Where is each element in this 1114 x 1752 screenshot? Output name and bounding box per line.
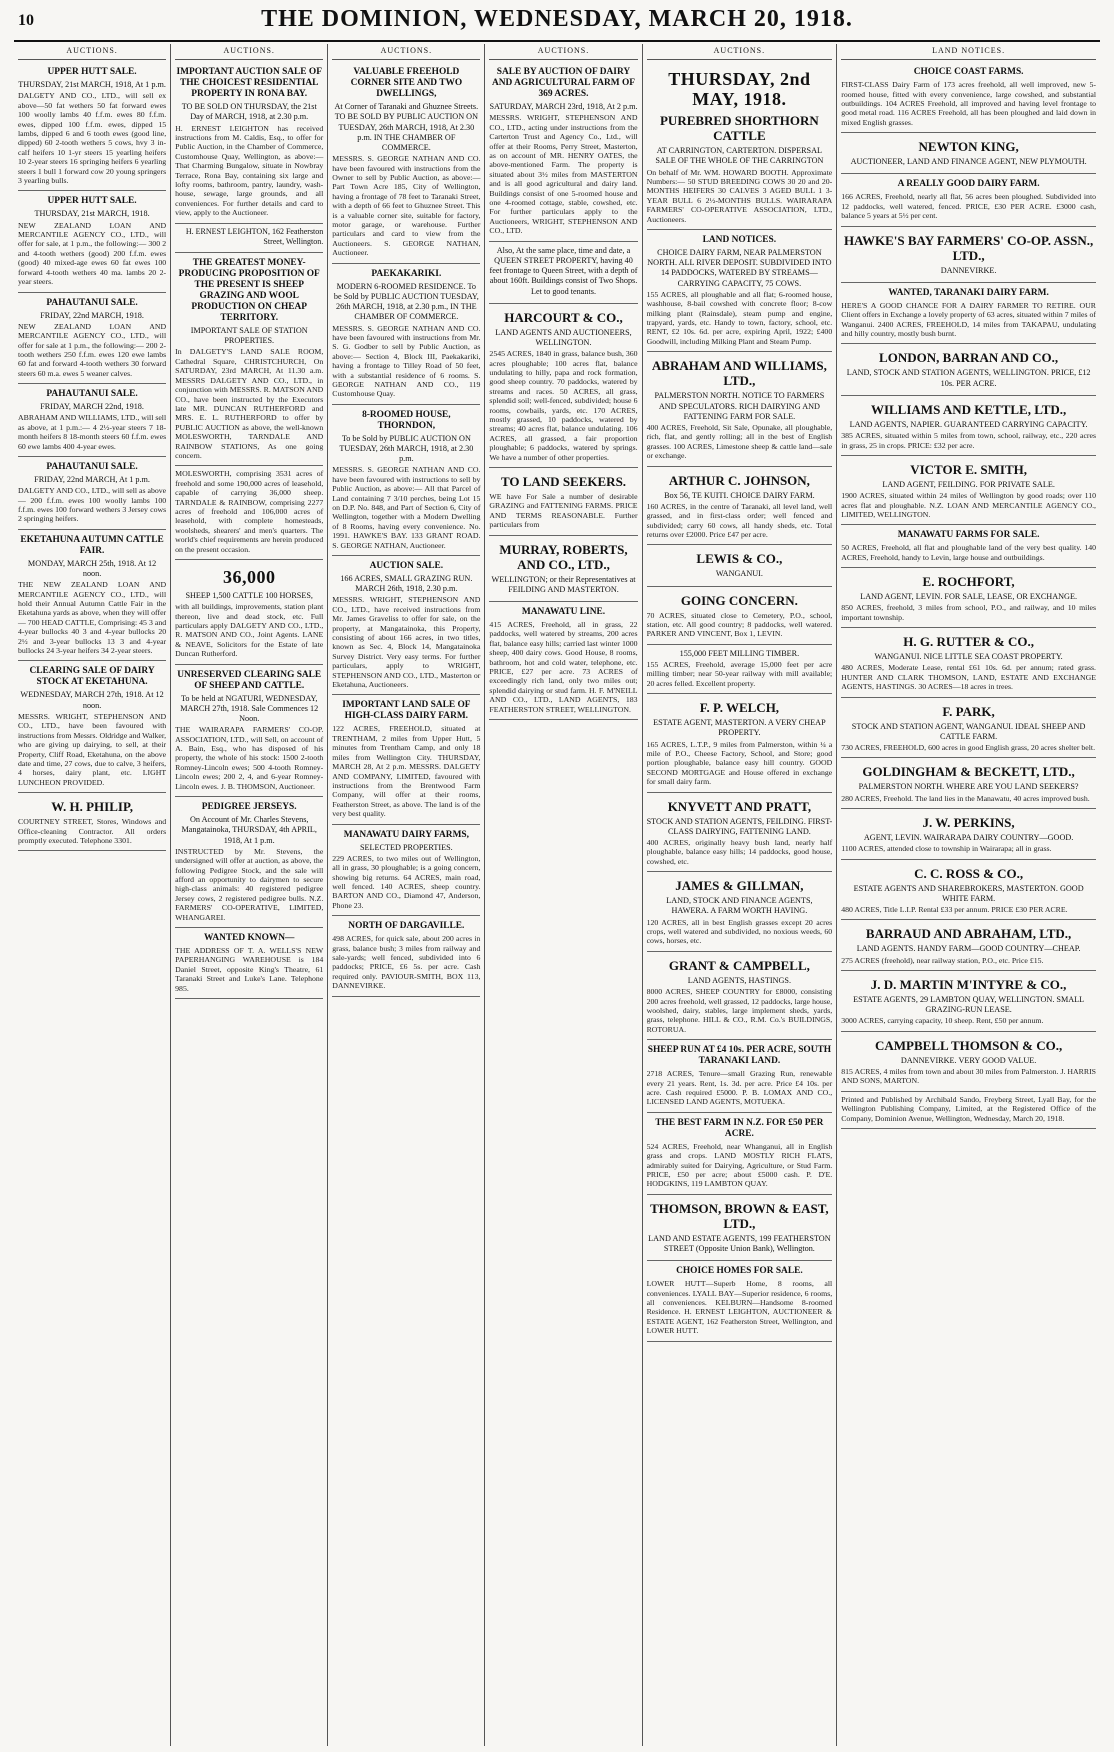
ad-body: 400 ACRES, Freehold, Sit Sale, Opunake, all ploughable, rich, flat, and gently rolling; all in the best of English grasses. 100 ACRES, Limestone sheep & cattle land—sale or exchange. — [646, 422, 833, 461]
ad-subheading: ESTATE AGENTS, 29 LAMBTON QUAY, WELLINGTON. SMALL GRAZING-RUN LEASE. — [853, 995, 1085, 1015]
ad-body: 280 ACRES, Freehold. The land lies in the Manawatu, 40 acres improved bush. — [841, 793, 1090, 803]
ad-heading: PAHAUTANUI SALE. — [46, 297, 138, 308]
ad-subheading: LAND AGENTS AND AUCTIONEERS, WELLINGTON. — [495, 327, 632, 347]
column-heading: AUCTIONS. — [18, 44, 166, 60]
column-4 — [485, 44, 642, 1746]
advertisement — [841, 920, 1096, 971]
ad-heading: LAND NOTICES. — [702, 235, 777, 246]
advertisement — [841, 1032, 1096, 1092]
ad-heading: PAHAUTANUI SALE. — [46, 461, 138, 472]
ad-subheading: MODERN 6-ROOMED RESIDENCE. To be Sold by PUBLIC AUCTION TUESDAY, 26th MARCH, 1918, at 2.30 p.m., IN THE CHAMBER OF COMMERCE. — [333, 281, 479, 322]
ad-body: NEW ZEALAND LOAN AND MERCANTILE AGENCY CO., LTD., will offer for sale at 1 p.m., the following:— 200 2-tooth wethers 250 f.f.m. ewes 120 ewe lambs 60 fat and forward 4-tooth wethers 30 forward steers 60 m.a. ewes 5 weaner calves. — [18, 321, 167, 378]
ad-advertiser-name: ABRAHAM AND WILLIAMS, LTD., — [651, 358, 827, 389]
ad-body: On behalf of Mr. WM. HOWARD BOOTH. Approximate Numbers:— 50 STUD BREEDING COWS 30 20 and 20-MONTHS HEIFERS 30 CALVES 3 AGED BULL 1 3-YEAR BULL 6 2½-MONTHS BULLS. WAIRARAPA FARMERS' CO-OPERATIVE ASSOCIATION, LTD., Auctioneers. — [646, 167, 833, 224]
ad-body: MESSRS. S. GEORGE NATHAN AND CO. have been favoured with instructions from the Owner to sell by Public Auction, as above:— Part Town Acre 185, City of Wellington, having a frontage of 78 feet to Taranaki Street, with a depth of 66 feet to Ghuznee Street. This is a valuable corner site, suitable for factory, motor garage, or warehouse. Further particulars and card to view from the Auctioneers. S. GEORGE NATHAN, Auctioneer. — [332, 154, 481, 258]
ad-body: 815 ACRES, 4 miles from town and about 30 miles from Palmerston. J. HARRIS AND SONS, MARTON. — [841, 1067, 1097, 1086]
ad-subheading: AUCTIONEER, LAND AND FINANCE AGENT, NEW PLYMOUTH. — [850, 157, 1087, 167]
advertisement — [18, 384, 166, 457]
ad-subheading: 155,000 FEET MILLING TIMBER. — [679, 648, 800, 658]
advertisement — [332, 62, 480, 263]
advertisement — [647, 952, 833, 1040]
ad-body: 2545 ACRES, 1840 in grass, balance bush, 360 acres ploughable; 100 acres flat, balance undulating to hilly, papa and rock formation, good sheep country. 70 paddocks, watered by streams and races. 50 ACRES, all grass, splendid soil; well-fenced, subdivided; house 6 rooms, cowbails, yards, etc. 170 ACRES, mostly grassed, 10 paddocks, watered by streams; 40 acres flat, balance undulating. 106 ACRES, all grassed, a fair proportion ploughable; 6 paddocks, watered by springs. We have a number of other properties. — [489, 349, 638, 462]
advertisement — [489, 468, 637, 536]
ad-subheading: FRIDAY, 22nd MARCH, At 1 p.m. — [34, 474, 150, 484]
column-heading: AUCTIONS. — [175, 44, 323, 60]
ad-body: 275 ACRES (freehold), near railway station, P.O., etc. Price £15. — [841, 955, 1044, 965]
advertisement — [332, 405, 480, 556]
ad-body: 730 ACRES, FREEHOLD, 600 acres in good English grass, 20 acres shelter belt. — [841, 742, 1096, 752]
advertisement — [647, 467, 833, 546]
ad-body: NEW ZEALAND LOAN AND MERCANTILE AGENCY CO., LTD., will offer for sale, at 1 p.m., the following:— 300 2 and 4-tooth wethers (good) 200 f.f.m. ewes (good) 40 mixed-age ewes 60 fat ewes 100 forward 4-tooth wethers 40 ma. lambs 20 2-year steers. — [18, 220, 167, 287]
advertisement — [647, 1113, 833, 1195]
ad-subheading: THURSDAY, 21st MARCH, 1918, At 1 p.m. — [18, 80, 166, 90]
ads-list — [647, 62, 833, 1341]
ad-subheading: WANGANUI. NICE LITTLE SEA COAST PROPERTY. — [874, 652, 1063, 662]
ad-subheading: SHEEP 1,500 CATTLE 100 HORSES, — [185, 591, 313, 601]
ad-subheading: WELLINGTON; or their Representatives at FEILDING AND MASTERTON. — [491, 574, 636, 594]
ad-advertiser-name: E. ROCHFORT, — [922, 574, 1015, 590]
advertisement — [841, 456, 1096, 525]
ad-subheading: WANGANUI. — [715, 569, 763, 579]
advertisement — [175, 466, 323, 560]
ad-body: 400 ACRES, originally heavy bush land, nearly half ploughable, balance easy hills; 14 paddocks, good house, cowshed, etc. — [646, 838, 833, 866]
advertisement — [647, 230, 833, 352]
ad-body: 155 ACRES, all ploughable and all flat; 6-roomed house, washhouse, 8-bail cowshed with concrete floor; 8-cow milking plant (Rainsdale), steam pump and engine, trapyard, yards, etc. Handy to town, factory, school, etc. RENT, £2 10s. 6d. per acre, expiring April, 1922; £400 Goodwill, including Milking Plant and Steam Pump. — [646, 289, 833, 346]
column-2 — [171, 44, 328, 1746]
ad-subheading: LAND AND ESTATE AGENTS, 199 FEATHERSTON STREET (Opposite Union Bank), Wellington. — [648, 1233, 831, 1253]
ad-heading: AUCTION SALE. — [369, 561, 444, 572]
ad-body: DALGETY AND CO., LTD., will sell ex above—50 fat wethers 50 fat forward ewes 100 woolly lambs 40 f.f.m. ewes 80 f.f.m. ewes, dipped 100 f.f.m. ewes, dipped 15 lambs, dipped 6 and 6 tooth ewes (good line, dipped) 60 2-tooth wethers 5 cows, hvy 3 in-calf heifers 10 1-yr steers 15 yearling heifers 10 2-year steers 16 springing heifers 6 yearling steers 1 bull 1 forward cow 20 young springers 3 yearling bulls. — [18, 91, 167, 186]
ad-advertiser-name: LONDON, BARRAN AND CO., — [879, 350, 1059, 366]
ad-signature: H. ERNEST LEIGHTON, 162 Featherston Street, Wellington. — [185, 226, 324, 246]
ad-body: 385 ACRES, situated within 5 miles from town, school, railway, etc., 220 acres in grass, 25 in crops. PRICE: £32 per acre. — [841, 431, 1097, 450]
ad-body: 524 ACRES, Freehold, near Whanganui, all in English grass and crops. LAND MOSTLY RICH FLATS, admirably suited for Dairying, Agriculture, or Stud Farm. PRICE, £50 per acre; about £5000 cash. P. D'E. HODGKINS, 119 LAMBTON QUAY. — [646, 1141, 833, 1189]
ad-advertiser-name: WILLIAMS AND KETTLE, LTD., — [870, 401, 1067, 417]
ad-advertiser-name: CAMPBELL THOMSON & CO., — [875, 1037, 1063, 1053]
advertisement — [332, 264, 480, 405]
advertisement — [175, 224, 323, 253]
ad-advertiser-name: J. W. PERKINS, — [922, 815, 1015, 830]
ad-heading: NORTH OF DARGAVILLE. — [348, 921, 465, 932]
ads-list — [332, 62, 480, 996]
advertisement — [489, 242, 637, 304]
ad-heading: SHEEP RUN AT £4 10s. PER ACRE, SOUTH TARANAKI LAND. — [647, 1045, 832, 1067]
ad-body: 498 ACRES, for quick sale, about 200 acres in grass, balance bush; 3 miles from railway and sale-yards; well fenced, subdivided into 6 paddocks; PRICE, £6 5s. per acre. Cash required only. PAVIOUR-SMITH, BOX 113, DANNEVIRKE. — [332, 934, 481, 991]
advertisement — [647, 545, 833, 586]
advertisement — [175, 797, 323, 928]
ad-subheading: To be held at NGATURI, WEDNESDAY, MARCH 27th, 1918. Sale Commences 12 Noon. — [180, 693, 319, 724]
ad-subheading: DANNEVIRKE. — [940, 265, 997, 275]
ad-body: MOLESWORTH, comprising 3531 acres of freehold and some 190,000 acres of leasehold, capable of carrying 36,000 sheep. TARNDALE & RAINBOW, comprising 2277 acres of freehold and 106,000 acres of leasehold, with complete homesteads, woolsheds, shearers' and men's quarters. The world's chief requirements are herein produced on the present occasion. — [175, 469, 324, 554]
ad-subheading: LAND AGENT, LEVIN. FOR SALE, LEASE, OR EXCHANGE. — [860, 592, 1078, 602]
ad-body: H. ERNEST LEIGHTON has received instructions from M. Caldis, Esq., to offer for Public Auction, in the Chamber of Commerce, Customhouse Quay, Wellington, as above:— That Charming Bungalow, situate in Nowbray Terrace, Rona Bay, containing six large and lofty rooms, bathroom, pantry, laundry, wash-house, sewage, large grounds, and all conveniences. For further details and card to view, apply to the Auctioneer. — [175, 123, 324, 218]
ad-display-line: THURSDAY, 2nd MAY, 1918. — [668, 69, 811, 110]
ad-advertiser-name: LEWIS & CO., — [696, 551, 783, 567]
ad-heading: UNRESERVED CLEARING SALE OF SHEEP AND CATTLE. — [177, 669, 322, 691]
ad-subheading: MONDAY, MARCH 25th, 1918. At 12 noon. — [27, 558, 157, 579]
advertisement — [647, 352, 833, 466]
ad-heading: IMPORTANT AUCTION SALE OF THE CHOICEST RESIDENTIAL PROPERTY IN RONA BAY. — [176, 67, 322, 100]
ad-subheading: AGENT, LEVIN. WAIRARAPA DAIRY COUNTRY—GOOD. — [863, 833, 1074, 842]
advertisement — [841, 283, 1096, 345]
ad-heading: WANTED KNOWN— — [204, 932, 295, 943]
ad-advertiser-name: GOING CONCERN. — [680, 592, 798, 608]
advertisement — [841, 971, 1096, 1032]
ad-body: MESSRS. WRIGHT, STEPHENSON AND CO., LTD., have been favoured with instructions from Messrs. Oldridge and Walker, who are giving up dairying, to sell, at their Property, Cliff Road, Eketahuna, on the above date and time, 27 cows, due to calve, 3 heifers, 4 horses, dairy plant, etc. LIGHT LUNCHEON PROVIDED. — [18, 711, 167, 787]
ad-subheading: On Account of Mr. Charles Stevens, Mangatainoka, THURSDAY, 4th APRIL, 1918, At 1 p.m. — [181, 815, 317, 845]
advertisement — [332, 916, 480, 996]
advertisement — [647, 1040, 833, 1113]
ad-subheading: SELECTED PROPERTIES. — [359, 842, 453, 852]
ad-body: MESSRS. WRIGHT, STEPHENSON AND CO., LTD., have received instructions from Mr. James Graveliss to offer for sale, on the property, at Mangatainoka, this Property, consisting of about 166 acres, in two titles, known as Sec. 4, Block 14, Mangatainoka Survey District. Very easy terms. For further particulars, apply to WRIGHT, STEPHENSON AND CO., LTD., Masterton or Eketahuna, Auctioneers. — [332, 595, 481, 690]
advertisement — [841, 62, 1096, 133]
ad-subheading: PALMERSTON NORTH. NOTICE TO FARMERS AND SPECULATORS. RICH DAIRYING AND FATTENING FARM FOR SALE. — [654, 391, 825, 421]
ad-body: THE WAIRARAPA FARMERS' CO-OP. ASSOCIATION, LTD., will Sell, on account of A. Bain, Esq., who has disposed of his property, the whole of his stock: 1500 2-tooth Romney-Lincoln ewes; 500 4-tooth Romney-Lincoln ewes; 200 2, 4, and 6-year Romney-Lincoln ewes. J. B. THOMSON, Auctioneer. — [175, 725, 324, 791]
ad-body: ABRAHAM AND WILLIAMS, LTD., will sell as above, at 1 p.m.:— 4 2½-year steers 7 18-month heifers 8 18-month steers 60 f.f.m. ewes 60 ewe lambs 400 4-year ewes. — [18, 413, 167, 451]
ad-advertiser-name: GOLDINGHAM & BECKETT, LTD., — [862, 764, 1075, 780]
ad-heading: MANAWATU FARMS FOR SALE. — [897, 530, 1040, 541]
ad-body: 70 ACRES, situated close to Cemetery, P.O., school, station, etc. All good country; 8 paddocks, well watered. PARKER AND VINCENT, Box 1, LEVIN. — [646, 610, 833, 639]
advertisement — [647, 694, 833, 792]
ad-subheading: FRIDAY, MARCH 22nd, 1918. — [40, 402, 144, 412]
ad-heading: EKETAHUNA AUTUMN CATTLE FAIR. — [20, 534, 164, 556]
ad-body: 480 ACRES, Title L.I.P. Rental £33 per annum. PRICE £30 PER ACRE. — [841, 905, 1068, 915]
ad-advertiser-name: JAMES & GILLMAN, — [675, 878, 804, 894]
column-3 — [328, 44, 485, 1746]
advertisement — [841, 758, 1096, 809]
ad-subheading: WEDNESDAY, MARCH 27th, 1918. At 12 noon. — [20, 690, 164, 710]
ad-subheading: Also, At the same place, time and date, a QUEEN STREET PROPERTY, having 40 feet frontage to Queen Street, with a depth of about 160ft. Buildings consist of Two Shops. Let to good tenants. — [489, 245, 638, 296]
advertisement — [841, 628, 1096, 697]
ad-advertiser-name: C. C. ROSS & CO., — [914, 865, 1024, 881]
ad-subheading: CHOICE DAIRY FARM, NEAR PALMERSTON NORTH. ALL RIVER DEPOSIT. SUBDIVIDED INTO 14 PADDOCKS, WATERED BY STREAMS—CARRYING CAPACITY, 75 COWS. — [647, 248, 832, 288]
ad-subheading: STOCK AND STATION AGENTS, FEILDING. FIRST-CLASS DAIRYING, FATTENING LAND. — [646, 816, 833, 836]
ad-subheading: Box 56, TE KUITI. CHOICE DAIRY FARM. — [664, 490, 815, 500]
ad-subheading: LAND AGENTS, HASTINGS. — [687, 975, 792, 985]
advertisement — [841, 396, 1096, 456]
ad-heading: PAHAUTANUI SALE. — [46, 389, 138, 400]
ad-advertiser-name: F. PARK, — [942, 703, 995, 719]
ad-body: 1900 ACRES, situated within 24 miles of Wellington by good roads; over 110 acres flat and ploughable. N.Z. LOAN AND MERCANTILE AGENCY CO., LIMITED, WELLINGTON. — [841, 491, 1097, 519]
ad-subheading: TO BE SOLD ON THURSDAY, the 21st Day of MARCH, 1918, at 2.30 p.m. — [181, 102, 317, 122]
advertisement — [175, 560, 323, 665]
ad-heading: UPPER HUTT SALE. — [47, 196, 137, 207]
ad-advertiser-name: F. P. WELCH, — [699, 700, 780, 716]
ad-heading: CHOICE HOMES FOR SALE. — [676, 1266, 803, 1277]
ad-subheading: STOCK AND STATION AGENT, WANGANUI. IDEAL SHEEP AND CATTLE FARM. — [851, 721, 1086, 741]
advertisement — [489, 304, 637, 468]
ad-advertiser-name: GRANT & CAMPBELL, — [668, 957, 810, 973]
ad-subheading: IMPORTANT SALE OF STATION PROPERTIES. — [190, 326, 308, 346]
ad-subheading: LAND, STOCK AND STATION AGENTS, WELLINGTON. PRICE, £12 10s. PER ACRE. — [846, 368, 1091, 388]
ad-body: 160 ACRES, in the centre of Taranaki, all level land, well grassed, and in first-class order; well fenced and subdivided; carry 60 cows, all handy sheds, etc. Total returns over £2000. Price £47 per acre. — [646, 501, 833, 539]
ad-heading: A REALLY GOOD DAIRY FARM. — [897, 179, 1040, 190]
ad-body: HERE'S A GOOD CHANCE FOR A DAIRY FARMER TO RETIRE. OUR Client offers in Exchange a lovely property of 63 acres, situated within 7 miles of Wanganui. 2400 ACRES, FREEHOLD, 14 miles from TAKAPAU, undulating and hilly country, mostly bush burnt. — [841, 300, 1097, 339]
advertisement — [489, 536, 637, 602]
ad-heading: MANAWATU DAIRY FARMS, — [343, 829, 469, 840]
ad-body: WE have For Sale a number of desirable GRAZING and FATTENING FARMS. PRICE AND TERMS REASONABLE. Further particulars from — [489, 491, 638, 530]
ad-body: 2718 ACRES, Tenure—small Grazing Run, renewable every 21 years. Rent, 1s. 3d. per acre. Price £4 10s. per acre. Cash required £5000. P. B. LOMAX AND CO., LICENSED LAND AGENTS, MOTUEKA. — [646, 1069, 833, 1107]
advertisement — [841, 568, 1096, 628]
ad-heading: PEDIGREE JERSEYS. — [201, 802, 297, 813]
ad-heading: IMPORTANT LAND SALE OF HIGH-CLASS DAIRY FARM. — [342, 700, 471, 722]
ad-display-line: 36,000 — [222, 567, 276, 588]
advertisement — [18, 293, 166, 385]
ad-subheading: AT CARRINGTON, CARTERTON. DISPERSAL SALE OF THE WHOLE OF THE CARRINGTON — [655, 146, 824, 166]
ad-body: 3000 ACRES, carrying capacity, 10 sheep. Rent, £50 per annum. — [841, 1016, 1044, 1026]
advertisement — [647, 1195, 833, 1261]
ad-heading: CHOICE COAST FARMS. — [913, 67, 1024, 78]
advertisement — [18, 191, 166, 292]
ads-list — [18, 62, 166, 851]
ad-body: INSTRUCTED by Mr. Stevens, the undersigned will offer at auction, as above, the following Pedigree Stock, and the sale will afford an opportunity to dairymen to secure high-class animals: 40 registered pedigree Jersey cows, 2 registered pedigree bulls. N.Z. FARMERS' CO-OPERATIVE, LIMITED, WHANGAREI. — [175, 846, 324, 922]
ad-heading: PAEKAKARIKI. — [371, 268, 442, 279]
ad-heading: WANTED, TARANAKI DAIRY FARM. — [888, 287, 1049, 298]
ad-subheading: At Corner of Taranaki and Ghuznee Streets. TO BE SOLD BY PUBLIC AUCTION ON TUESDAY, 26th MARCH, 1918, At 2.30 p.m. IN THE CHAMBER OF COMMERCE. — [334, 102, 479, 153]
advertisement — [841, 133, 1096, 174]
ad-body: 120 ACRES, all in best English grasses except 20 acres crops, well watered and subdivided, no noxious weeds, 60 cows, horses, etc. — [646, 917, 833, 946]
ad-subheading: SATURDAY, MARCH 23rd, 1918, At 2 p.m. — [489, 102, 638, 112]
ad-advertiser-name: BARRAUD AND ABRAHAM, LTD., — [865, 926, 1072, 942]
advertisement — [18, 457, 166, 530]
advertisement — [489, 62, 637, 241]
ad-subheading: DANNEVIRKE. VERY GOOD VALUE. — [900, 1055, 1037, 1065]
ad-body: MESSRS. S. GEORGE NATHAN AND CO. have been favoured with instructions from Mr. S. G. Godber to sell by Public Auction, as above:— Section 4, Block III, Paekakariki, having a frontage to Tilley Road of 50 feet, with a substantial residence of 6 rooms. S. GEORGE NATHAN AND CO., 119 Customhouse Quay. — [332, 323, 481, 399]
ad-subheading: LAND AGENTS. HANDY FARM—GOOD COUNTRY—CHEAP. — [856, 944, 1081, 954]
ads-list — [489, 62, 637, 720]
ad-body: 229 ACRES, to two miles out of Wellington, all in grass, 30 ploughable; is a going concern, showing big returns. 64 ACRES, main road, well fenced. 140 ACRES, sheep country. BARTON AND CO., Diamond 47, Anderson, Phone 23. — [332, 853, 481, 910]
ad-subheading: ESTATE AGENTS AND SHAREBROKERS, MASTERTON. GOOD WHITE FARM. — [853, 883, 1084, 903]
ad-body: 50 ACRES, Freehold, all flat and ploughable land of the very best quality. 140 ACRES, Freehold, handy to Levin, large house and outbuildings. — [841, 543, 1097, 562]
advertisement — [841, 344, 1096, 395]
advertisement — [332, 556, 480, 695]
ad-advertiser-name: MURRAY, ROBERTS, AND CO., LTD., — [499, 541, 628, 572]
ad-advertiser-name: PUREBRED SHORTHORN CATTLE — [659, 113, 819, 144]
ad-subheading: LAND, STOCK AND FINANCE AGENTS, HAWERA. A FARM WORTH HAVING. — [666, 896, 813, 916]
ad-subheading: To be Sold by PUBLIC AUCTION ON TUESDAY, 26th MARCH, 1918, at 2.30 p.m. — [339, 433, 474, 464]
ad-body: Printed and Published by Archibald Sando, Freyberg Street, Lyall Bay, for the Wellington Publishing Company, Limited, at the Registered Office of the Company, Dominion Avenue, Wellington, Wednesday, March 20, 1918. — [841, 1094, 1097, 1123]
ad-body: 415 ACRES, Freehold, all in grass, 22 paddocks, well watered by streams, 200 acres flat, balance easy hills; carried last winter 1000 sheep, 400 dairy cows. Good House, 8 rooms, bathroom, hot and cold water, telephone, etc. PRICE, £27 per acre. 73 ACRES of exceedingly rich land, only two miles out; splendid dairying or stud farm. H. F. M'NEILL AND CO., LTD., LAND AGENTS, 183 FEATHERSTON STREET, WELLINGTON. — [489, 620, 638, 714]
ad-heading: UPPER HUTT SALE. — [47, 67, 137, 78]
ads-list — [175, 62, 323, 999]
ad-body: MESSRS. S. GEORGE NATHAN AND CO. have been favoured with instructions to sell by Public Auction, as above:— All that Parcel of Land containing 7 3/10 perches, being Lot 15 on D.P. No. 848, and Part of Section 6, City of Wellington, together with a Modern Dwelling of 8 Rooms, having every convenience. No. 1991. HAWKE'S BAY. 133 GRANT ROAD. S. GEORGE NATHAN, Auctioneer. — [332, 465, 481, 550]
ad-heading: CLEARING SALE OF DAIRY STOCK AT EKETAHUNA. — [29, 666, 155, 688]
ad-body: DALGETY AND CO., LTD., will sell as above— 200 f.f.m. ewes 100 woolly lambs 100 f.f.m. ewes 100 forward wethers 3 Jersey cows 2 springing heifers. — [18, 486, 167, 524]
ad-body: 166 ACRES, Freehold, nearly all flat, 56 acres been ploughed. Subdivided into 12 paddocks, well watered, fenced. PRICE, £30 PER ACRE. £3000 cash, balance 5 years at 5½ per cent. — [841, 192, 1097, 221]
ad-advertiser-name: W. H. PHILIP, — [51, 799, 133, 815]
ad-body: COURTNEY STREET, Stores, Windows and Office-cleaning Contractor. All orders promptly executed. Telephone 3301. — [18, 817, 167, 845]
columns — [14, 44, 1100, 1746]
ad-advertiser-name: ARTHUR C. JOHNSON, — [668, 472, 810, 488]
ad-advertiser-name: HAWKE'S BAY FARMERS' CO-OP. ASSN., LTD., — [843, 232, 1094, 263]
ad-body: 8000 ACRES, SHEEP COUNTRY for £8000, consisting 200 acres freehold, well grassed, 12 paddocks, large house, woolshed, dairy, stables, large implement sheds, yards, grass, telephone. HILL & CO., R.M. Co.'s BUILDINGS, ROTORUA. — [646, 987, 833, 1034]
ad-subheading: ESTATE AGENT, MASTERTON. A VERY CHEAP PROPERTY. — [653, 718, 826, 738]
column-heading: LAND NOTICES. — [841, 44, 1096, 60]
advertisement — [841, 227, 1096, 283]
column-heading: AUCTIONS. — [489, 44, 637, 60]
advertisement — [332, 695, 480, 824]
masthead — [14, 0, 1100, 42]
advertisement — [18, 62, 166, 191]
column-6 — [837, 44, 1100, 1746]
advertisement — [841, 525, 1096, 568]
column-heading: AUCTIONS. — [332, 44, 480, 60]
page-number: 10 — [18, 12, 34, 29]
advertisement — [647, 872, 833, 952]
advertisement — [647, 645, 833, 694]
ad-heading: SALE BY AUCTION OF DAIRY AND AGRICULTURAL FARM OF 369 ACRES. — [492, 67, 635, 100]
ad-subheading: PALMERSTON NORTH. WHERE ARE YOU LAND SEEKERS? — [858, 782, 1079, 792]
ad-body: 122 ACRES, FREEHOLD, situated at TRENTHAM, 2 miles from Upper Hutt, 5 minutes from Trentham Camp, and only 18 miles from Wellington City. THURSDAY, MARCH 28, At 2 p.m. MESSRS. DALGETY AND COMPANY, LIMITED, favoured with instructions from the Brentwood Farm Company, will offer at their rooms, Featherston Street, as above. The land is of the very best quality. — [332, 724, 481, 819]
advertisement — [647, 793, 833, 873]
advertisement — [841, 860, 1096, 921]
ad-body: 165 ACRES, L.T.P., 9 miles from Palmerston, within ¼ a mile of P.O., Cheese Factory, School, and Store; good portion ploughable, balance easy hill country. GOOD SECOND MORTGAGE and House offered in exchange for small dairy farm. — [646, 739, 833, 787]
ad-body: 480 ACRES, Moderate Lease, rental £61 10s. 6d. per annum; rated grass. HUNTER AND CLARK THOMSON, LAND, ESTATE AND EXCHANGE AGENTS, HASTINGS. 30 ACRES—18 acres in trees. — [841, 663, 1097, 692]
ad-body: MESSRS. WRIGHT, STEPHENSON AND CO., LTD., acting under instructions from the Carterton Trust and Agency Co., Ltd., will offer at their Rooms, Perry Street, Masterton, as on account of MR. HENRY OATES, the above-mentioned Farm. The property is situated about 3½ miles from MASTERTON and is all good agricultural and dairy land. Buildings consist of one 5-roomed house and one 4-roomed cottage, stable, cowshed, etc. For further particulars apply to the Auctioneers, WRIGHT, STEPHENSON AND CO., LTD. — [489, 113, 638, 236]
ad-body: FIRST-CLASS Dairy Farm of 173 acres freehold, all well improved, new 5-roomed house, fitted with every convenience, large cowshed, and substantial outbuildings. 104 ACRES Freehold, all improved and having level frontage to good metal road. 116 ACRES Freehold, all has been ploughed and laid down in mixed English grasses. — [841, 80, 1097, 127]
ad-body: In DALGETY'S LAND SALE ROOM, Cathedral Square, CHRISTCHURCH, On SATURDAY, 23rd MARCH, At 11.30 a.m. MESSRS DALGETY AND CO., LTD., in conjunction with MESSRS. R. MATSON AND CO., have been instructed by the Executors late MR. DUNCAN RUTHERFORD and MRS. E. L. RUTHERFORD to offer by PUBLIC AUCTION as above, the well-known MOLESWORTH, TARNDALE AND RAINBOW STATIONS, As one going concern. — [175, 347, 324, 460]
ad-advertiser-name: THOMSON, BROWN & EAST, LTD., — [650, 1200, 829, 1231]
advertisement — [175, 665, 323, 797]
advertisement — [175, 253, 323, 466]
ad-advertiser-name: HARCOURT & CO., — [504, 309, 623, 325]
ad-advertiser-name: H. G. RUTTER & CO., — [903, 634, 1034, 650]
ad-body: 155 ACRES, Freehold, average 15,000 feet per acre milling timber; near 50-year railway with mill available; 20 acres felled. Excellent property. — [646, 659, 833, 688]
advertisement — [841, 174, 1096, 226]
ad-advertiser-name: NEWTON KING, — [918, 139, 1019, 155]
ads-list — [841, 62, 1096, 1129]
ad-subheading: 166 ACRES, SMALL GRAZING RUN. MARCH 26th, 1918, 2.30 p.m. — [340, 574, 473, 594]
advertisement — [18, 530, 166, 662]
ad-subheading: FRIDAY, 22nd MARCH, 1918. — [40, 310, 144, 320]
advertisement — [18, 661, 166, 793]
advertisement — [647, 1261, 833, 1341]
column-1 — [14, 44, 171, 1746]
ad-advertiser-name: J. D. MARTIN M'INTYRE & CO., — [870, 977, 1067, 993]
ad-heading: VALUABLE FREEHOLD CORNER SITE AND TWO DWELLINGS, — [350, 67, 463, 100]
ad-body: THE ADDRESS OF T. A. WELLS'S NEW PAPERHANGING WAREHOUSE is 184 Daniel Street, opposite King's Theatre, 61 Taranaki Street and Luke's Lane. Telephone 985. — [175, 945, 324, 993]
ad-subheading: LAND AGENTS, NAPIER. GUARANTEED CARRYING CAPACITY. — [849, 419, 1088, 429]
advertisement — [647, 587, 833, 645]
column-heading: AUCTIONS. — [647, 44, 833, 60]
ad-heading: 8-ROOMED HOUSE, THORNDON, — [362, 409, 451, 431]
newspaper-title: THE DOMINION, WEDNESDAY, MARCH 20, 1918. — [261, 6, 853, 32]
ad-body: LOWER HUTT—Superb Home, 8 rooms, all conveniences. LYALL BAY—Superior residence, 6 rooms, all conveniences. KELBURN—Handsome 8-roomed Residence. H. ERNEST LEIGHTON, AUCTIONEER & ESTATE AGENT, 162 Featherston Street, Wellington, and LOWER HUTT. — [646, 1279, 833, 1336]
ad-body: with all buildings, improvements, station plant thereon, live and dead stock, etc. Full particulars apply DALGETY AND CO., LTD., R. MATSON AND CO., Joint Agents. LANE & NEAVE, Solicitors for the Estate of late Duncan Rutherford. — [175, 602, 324, 659]
ad-heading: THE BEST FARM IN N.Z. FOR £50 PER ACRE. — [655, 1117, 824, 1139]
ad-advertiser-name: VICTOR E. SMITH, — [910, 461, 1028, 477]
ad-advertiser-name: KNYVETT AND PRATT, — [667, 798, 812, 814]
advertisement — [841, 809, 1096, 860]
advertisement — [489, 602, 637, 720]
ad-body: THE NEW ZEALAND LOAN AND MERCANTILE AGENCY CO., LTD., will hold their Annual Autumn Cattle Fair in the Eketahuna yards as above, when they will offer— 700 HEAD CATTLE, Comprising: 45 3 and 4-year bullocks 40 3 and 4-year bullocks 20 2½ and 3-year bullocks 13 3 and 4-year bullocks 24 3-year heifers 34 2-year steers. — [18, 580, 167, 656]
advertisement — [175, 62, 323, 223]
advertisement — [18, 793, 166, 851]
column-5 — [643, 44, 838, 1746]
advertisement — [841, 698, 1096, 759]
ad-subheading: THURSDAY, 21st MARCH, 1918. — [34, 209, 150, 219]
advertisement — [175, 928, 323, 999]
advertisement — [841, 1092, 1096, 1129]
ad-body: 850 ACRES, freehold, 3 miles from school, P.O., and railway, and 10 miles important township. — [841, 603, 1097, 622]
advertisement — [332, 825, 480, 917]
ad-heading: MANAWATU LINE. — [521, 607, 606, 618]
ad-advertiser-name: TO LAND SEEKERS. — [500, 473, 627, 489]
ad-heading: THE GREATEST MONEY-PRODUCING PROPOSITION OF THE PRESENT IS SHEEP GRAZING AND WOOL PRODUCTION ON CHEAP TERRITORY. — [178, 258, 320, 324]
ad-subheading: LAND AGENT, FEILDING. FOR PRIVATE SALE. — [882, 479, 1055, 489]
advertisement — [647, 62, 833, 230]
ad-body: 1100 ACRES, attended close to township in Wairarapa; all in grass. — [841, 844, 1052, 854]
